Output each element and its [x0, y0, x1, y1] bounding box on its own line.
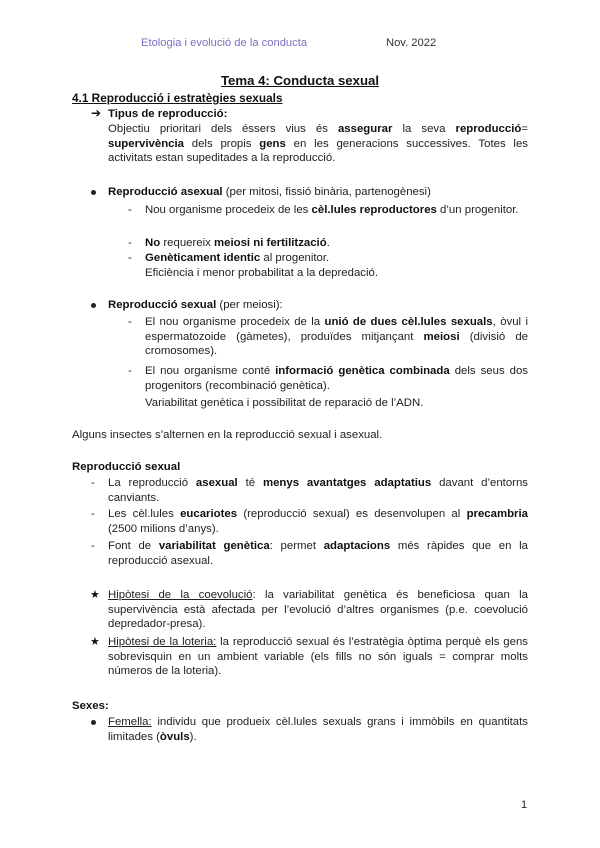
hypothesis-lottery-title: Hipòtesi de la loteria: [108, 636, 217, 648]
repro-sexual-item-3 [108, 539, 528, 568]
bold-run: informació genètica combinada [275, 365, 450, 377]
bold-run: Reproducció sexual [108, 299, 217, 311]
text-run: d’un progenitor. [436, 204, 519, 216]
sexual-item-2 [145, 364, 528, 393]
text-run: Les cèl.lules [108, 508, 181, 520]
dash-icon: - [91, 508, 95, 520]
text-run: (per meiosi): [216, 299, 283, 311]
text-run: Nou organisme procedeix de les [145, 204, 312, 216]
tipus-label: Tipus de reproducció: [108, 108, 228, 120]
bold-run: Genèticament identic [145, 252, 261, 264]
bold-run: gens [259, 137, 286, 150]
hypothesis-coevolution-text: : la variabilitat genètica és beneficiosa quan la supervivència està afectada per l’evolució d’altres organismes (p.e. coevolució depredador-presa). [108, 589, 528, 631]
bold-run: precambria [466, 508, 528, 520]
repro-sexual-heading: Reproducció sexual [72, 461, 181, 473]
bold-run: supervivència [108, 137, 184, 150]
text-run: Objectiu prioritari dels éssers vius és [108, 123, 338, 135]
text-run: El nou organisme procedeix de la [145, 316, 325, 328]
bold-run: meiosi ni fertilització [214, 237, 327, 249]
dash-icon: - [128, 204, 132, 216]
text-run: al progenitor. [260, 252, 330, 264]
text-run: (per mitosi, fissió binària, partenogènesi) [222, 186, 431, 198]
bullet-icon [91, 720, 96, 725]
text-run: ). [189, 730, 197, 743]
text-run: La reproducció [108, 477, 196, 489]
dash-icon: - [91, 477, 95, 489]
underlined-run: Femella: [108, 716, 152, 728]
text-run: Font de [108, 540, 159, 552]
asexual-item-2 [145, 236, 528, 251]
bold-run: asexual [195, 477, 238, 489]
text-run: individu que produeix cèl.lules sexuals grans i immòbils en quantitats limitades ( [108, 716, 528, 743]
text-run: té [237, 477, 263, 489]
asexual-item-3 [145, 251, 528, 266]
bold-run: variabilitat genètica [158, 540, 270, 552]
text-run: , òvul i espermatozoide (gàmetes), produïdes mitjançant [145, 316, 528, 343]
bold-run: meiosi [423, 330, 460, 343]
bold-run: òvuls [159, 730, 190, 743]
bold-run: adaptacions [323, 540, 391, 552]
sexual-note: Variabilitat genètica i possibilitat de reparació de l’ADN. [145, 397, 424, 409]
text-run: davant d’entorns canviants. [108, 477, 528, 504]
hypothesis-lottery-text: la reproducció sexual és l’estratègia òptima perquè els gens sobrevisquin en un ambient variable (els fills no són iguals = comprar molts números de la loteria). [108, 636, 528, 678]
sexual-heading [108, 298, 528, 313]
text-run: (divisió de cromosomes). [145, 330, 528, 358]
dash-icon: - [128, 365, 132, 377]
bold-run: unió de dues cèl.lules sexuals [324, 316, 493, 328]
bold-run: menys avantatges adaptatius [262, 477, 432, 489]
text-run: en les generacions successives. Totes les activitats estan supeditades a la reproducció. [108, 137, 528, 165]
header-date: Nov. 2022 [386, 37, 437, 49]
dash-icon: - [128, 252, 132, 264]
text-run: dels propis [183, 137, 260, 150]
text-run: El nou organisme conté [145, 365, 276, 377]
bold-run: Reproducció asexual [108, 186, 223, 198]
asexual-item-1 [145, 203, 528, 218]
text-run: = [521, 123, 528, 135]
text-run: dels seus dos progenitors (recombinació genètica). [145, 365, 528, 392]
text-run: la seva [392, 123, 456, 135]
arrow-right-icon: ➔ [91, 106, 102, 120]
text-run: més ràpides que en la reproducció asexual. [108, 540, 528, 567]
text-run: (2500 milions d’anys). [108, 522, 219, 535]
header-course-title: Etologia i evolució de la conducta [141, 37, 308, 49]
asexual-heading [108, 185, 528, 200]
page-number: 1 [521, 799, 528, 811]
star-icon: ★ [90, 636, 100, 648]
bold-run: assegurar [337, 123, 393, 135]
sexual-item-1 [145, 315, 528, 359]
bold-run: cèl.lules reproductores [311, 204, 437, 216]
section-heading: 4.1 Reproducció i estratègies sexuals [72, 91, 283, 105]
asexual-note: Eficiència i menor probabilitat a la depredació. [145, 267, 379, 279]
dash-icon: - [128, 237, 132, 249]
hypothesis-coevolution-title: Hipòtesi de la coevolució [108, 589, 253, 601]
insects-paragraph: Alguns insectes s’alternen en la reproducció sexual i asexual. [72, 429, 383, 441]
text-run: : permet [269, 540, 324, 552]
hypothesis-lottery [108, 635, 528, 679]
sexes-heading: Sexes: [72, 700, 109, 712]
bold-run: reproducció [455, 123, 522, 135]
repro-sexual-item-1 [108, 476, 528, 505]
bold-run: No [145, 237, 161, 249]
text-run: . [326, 237, 330, 249]
page-title: Tema 4: Conducta sexual [220, 73, 380, 88]
text-run: requereix [160, 237, 215, 249]
bold-run: eucariotes [180, 508, 238, 520]
bullet-icon [91, 303, 96, 308]
dash-icon: - [91, 540, 95, 552]
text-run: (reproducció sexual) es desenvolupen al [237, 508, 467, 520]
tipus-paragraph [108, 122, 528, 166]
sexes-item-femella [108, 715, 528, 744]
hypothesis-coevolution [108, 588, 528, 632]
star-icon: ★ [90, 589, 100, 601]
dash-icon: - [128, 316, 132, 328]
repro-sexual-item-2 [108, 507, 528, 536]
bullet-icon [91, 190, 96, 195]
